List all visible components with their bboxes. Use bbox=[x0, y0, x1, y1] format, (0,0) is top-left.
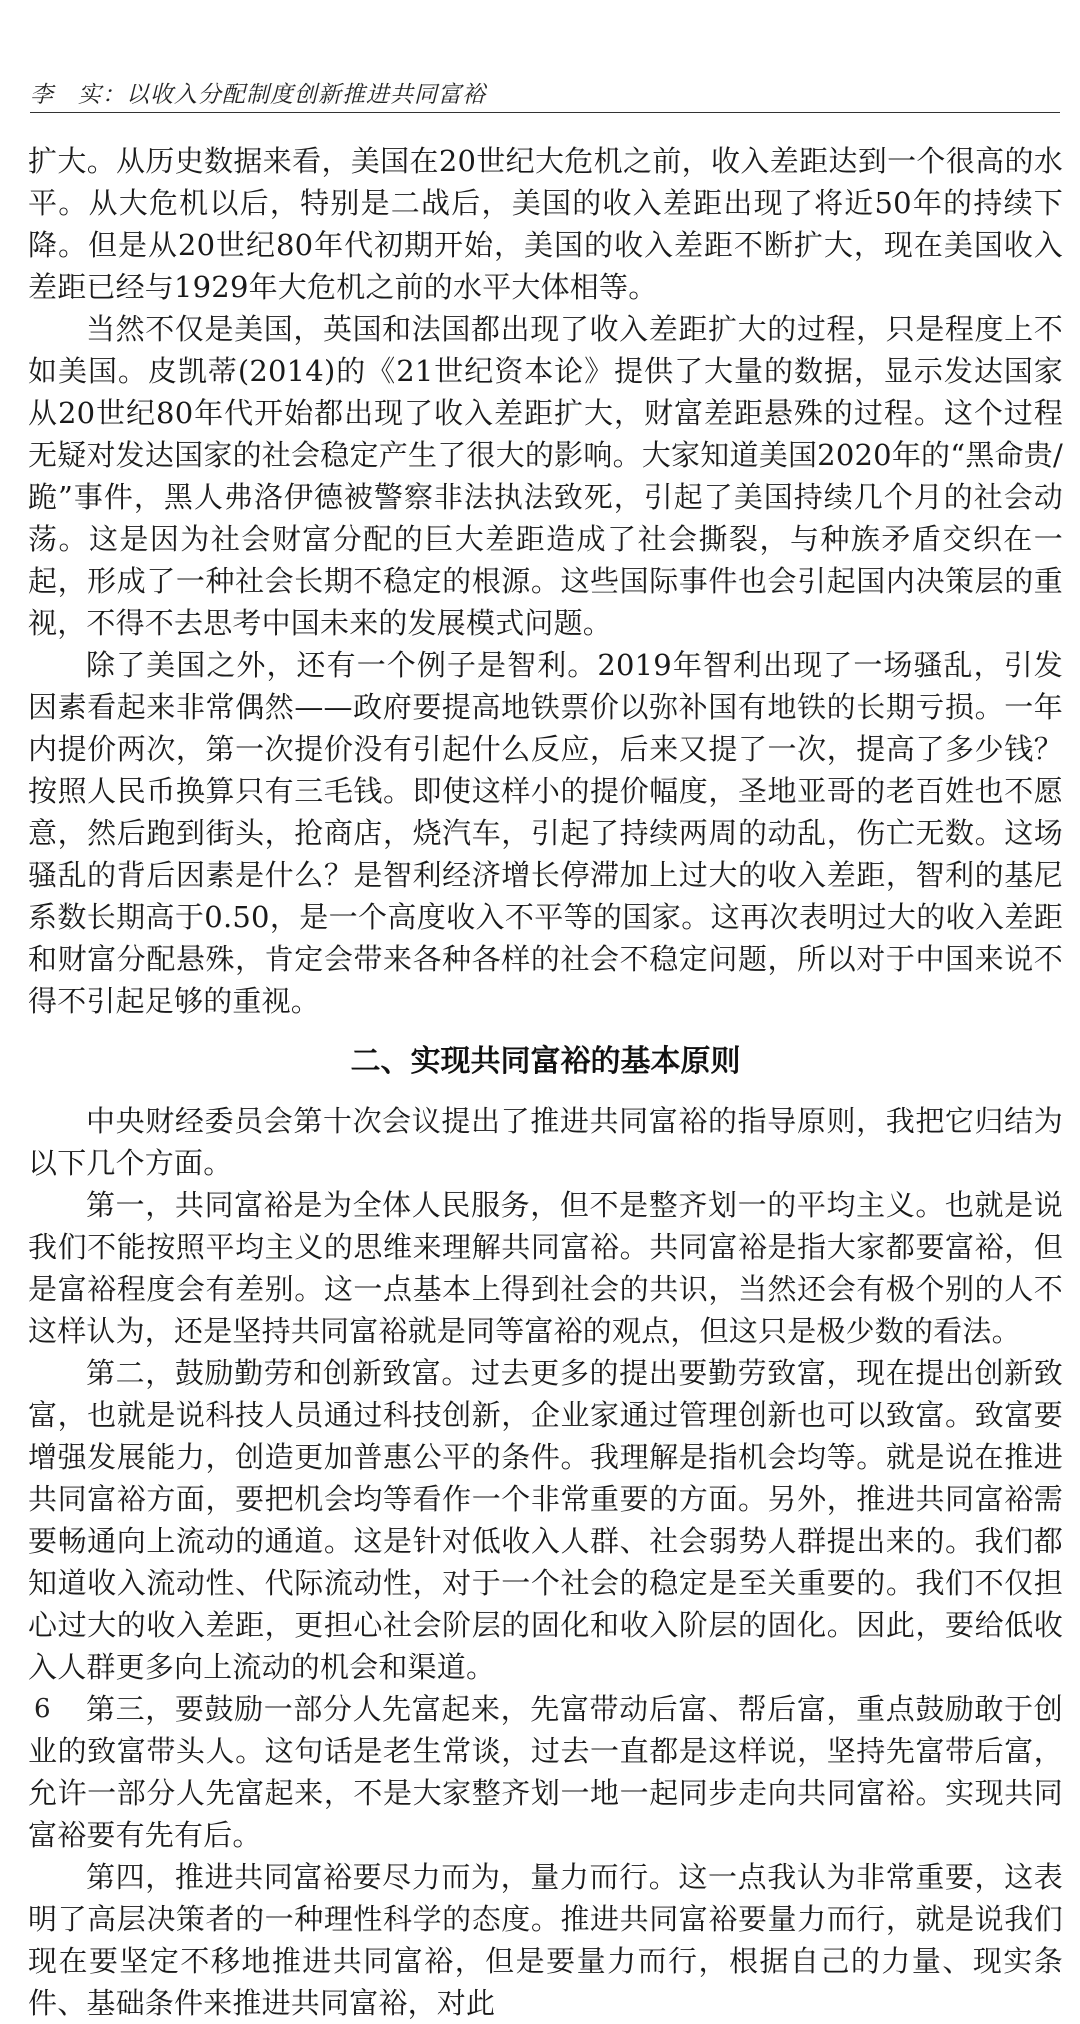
paragraph-4: 中央财经委员会第十次会议提出了推进共同富裕的指导原则，我把它归结为以下几个方面。 bbox=[28, 1104, 1063, 1180]
paragraph-2: 当然不仅是美国，英国和法国都出现了收入差距扩大的过程，只是程度上不如美国。皮凯蒂(2014)的《21世纪资本论》提供了大量的数据，显示发达国家从20世纪80年代开始都出现了收入差距扩大，财富差距悬殊的过程。这个过程无疑对发达国家的社会稳定产生了很大的影响。大家知道美国2020年的“黑命贵/跪”事件，黑人弗洛伊德被警察非法执法致死，引起了美国持续几个月的社会动荡。这是因为社会财富分配的巨大差距造成了社会撕裂，与种族矛盾交织在一起，形成了一种社会长期不稳定的根源。这些国际事件也会引起国内决策层的重视，不得不去思考中国未来的发展模式问题。 bbox=[28, 312, 1063, 640]
paragraph-5: 第一，共同富裕是为全体人民服务，但不是整齐划一的平均主义。也就是说我们不能按照平均主义的思维来理解共同富裕。共同富裕是指大家都要富裕，但是富裕程度会有差别。这一点基本上得到社会的共识，当然还会有极个别的人不这样认为，还是坚持共同富裕就是同等富裕的观点，但这只是极少数的看法。 bbox=[28, 1188, 1063, 1348]
section-heading: 二、实现共同富裕的基本原则 bbox=[350, 1044, 741, 1079]
article-body bbox=[28, 140, 1063, 2024]
paragraph-8: 第四，推进共同富裕要尽力而为，量力而行。这一点我认为非常重要，这表明了高层决策者的一种理性科学的态度。推进共同富裕要量力而行，就是说我们现在要坚定不移地推进共同富裕，但是要量力而行，根据自己的力量、现实条件、基础条件来推进共同富裕，对此 bbox=[28, 1860, 1063, 2020]
paragraph-7: 第三，要鼓励一部分人先富起来，先富带动后富、帮后富，重点鼓励敢于创业的致富带头人。这句话是老生常谈，过去一直都是这样说，坚持先富带后富，允许一部分人先富起来，不是大家整齐划一地一起同步走向共同富裕。实现共同富裕要有先有后。 bbox=[28, 1692, 1063, 1852]
page-number: 6 bbox=[34, 1694, 51, 1724]
paragraph-1: 扩大。从历史数据来看，美国在20世纪大危机之前，收入差距达到一个很高的水平。从大危机以后，特别是二战后，美国的收入差距出现了将近50年的持续下降。但是从20世纪80年代初期开始，美国的收入差距不断扩大，现在美国收入差距已经与1929年大危机之前的水平大体相等。 bbox=[28, 144, 1063, 304]
paragraph-3: 除了美国之外，还有一个例子是智利。2019年智利出现了一场骚乱，引发因素看起来非常偶然——政府要提高地铁票价以弥补国有地铁的长期亏损。一年内提价两次，第一次提价没有引起什么反应，后来又提了一次，提高了多少钱？按照人民币换算只有三毛钱。即使这样小的提价幅度，圣地亚哥的老百姓也不愿意，然后跑到街头，抢商店，烧汽车，引起了持续两周的动乱，伤亡无数。这场骚乱的背后因素是什么？是智利经济增长停滞加上过大的收入差距，智利的基尼系数长期高于0.50，是一个高度收入不平等的国家。这再次表明过大的收入差距和财富分配悬殊，肯定会带来各种各样的社会不稳定问题，所以对于中国来说不得不引起足够的重视。 bbox=[28, 648, 1063, 1018]
header-rule bbox=[30, 112, 1060, 113]
running-header: 李 实：以收入分配制度创新推进共同富裕 bbox=[30, 82, 486, 108]
paragraph-6: 第二，鼓励勤劳和创新致富。过去更多的提出要勤劳致富，现在提出创新致富，也就是说科技人员通过科技创新，企业家通过管理创新也可以致富。致富要增强发展能力，创造更加普惠公平的条件。我理解是指机会均等。就是说在推进共同富裕方面，要把机会均等看作一个非常重要的方面。另外，推进共同富裕需要畅通向上流动的通道。这是针对低收入人群、社会弱势人群提出来的。我们都知道收入流动性、代际流动性，对于一个社会的稳定是至关重要的。我们不仅担心过大的收入差距，更担心社会阶层的固化和收入阶层的固化。因此，要给低收入人群更多向上流动的机会和渠道。 bbox=[28, 1356, 1063, 1684]
